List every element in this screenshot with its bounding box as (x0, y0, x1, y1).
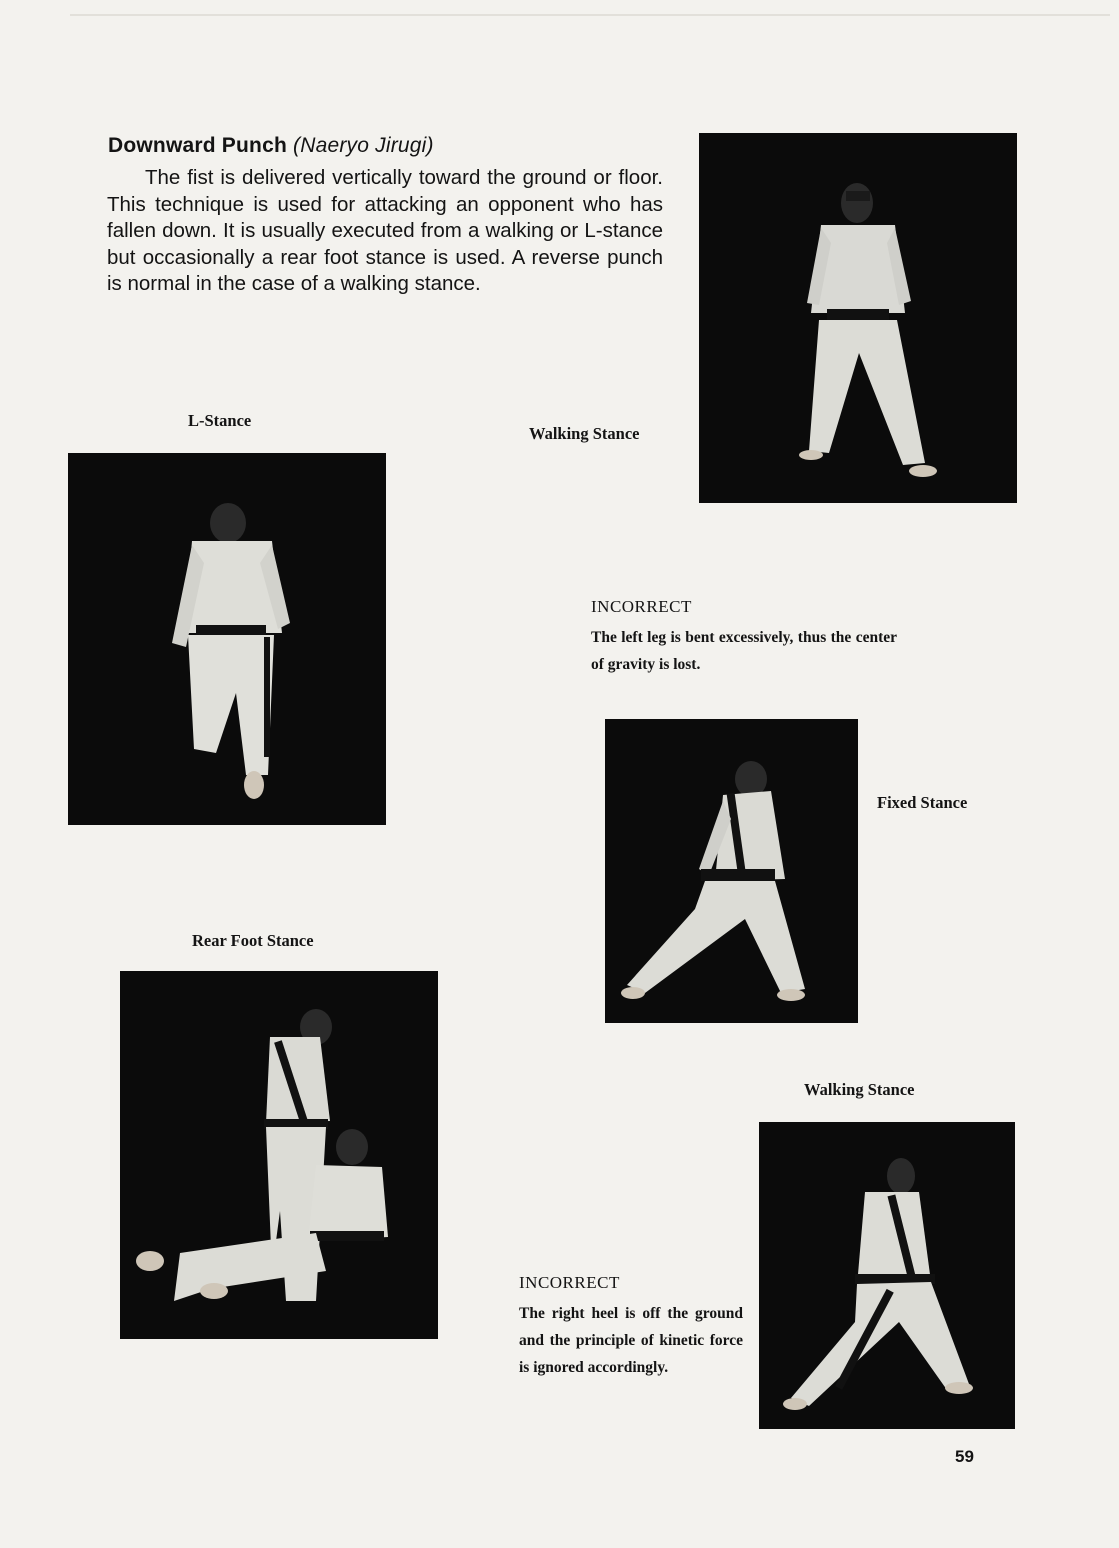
figure-silhouette (759, 1122, 1015, 1429)
page-edge-rule (70, 14, 1110, 16)
figure-silhouette (605, 719, 858, 1023)
note-incorrect-1-title: INCORRECT (591, 597, 692, 616)
section-body-text: The fist is delivered vertically toward the ground or floor. This technique is used for attacking an opponent who has fallen down. It is usually executed from a walking or L-stance but occasionally a rear foot stance is used. A reverse punch is normal in the case of a walking stance. (107, 166, 663, 295)
caption-rear-foot-stance: Rear Foot Stance (192, 931, 314, 950)
section-title: Downward Punch (108, 134, 287, 157)
caption-l-stance: L-Stance (188, 411, 252, 430)
figure-silhouette (68, 453, 386, 825)
figure-silhouette (699, 133, 1017, 503)
caption-walking-stance-top: Walking Stance (529, 424, 640, 443)
photo-walking-stance-bottom (759, 1122, 1015, 1429)
section-subtitle: (Naeryo Jirugi) (293, 134, 434, 157)
figure-silhouette (120, 971, 438, 1339)
note-incorrect-2-text: The right heel is off the ground and the principle of kinetic force is ignored accordingly. (519, 1305, 743, 1376)
section-heading (108, 134, 434, 158)
caption-fixed-stance: Fixed Stance (877, 793, 968, 812)
caption-walking-stance-bottom: Walking Stance (804, 1080, 915, 1099)
photo-walking-stance-top (699, 133, 1017, 503)
note-incorrect-1-text: The left leg is bent excessively, thus the center of gravity is lost. (591, 629, 897, 673)
photo-fixed-stance (605, 719, 858, 1023)
photo-rear-foot-stance (120, 971, 438, 1339)
page-number: 59 (955, 1447, 974, 1466)
note-incorrect-2-title: INCORRECT (519, 1273, 620, 1292)
photo-l-stance (68, 453, 386, 825)
